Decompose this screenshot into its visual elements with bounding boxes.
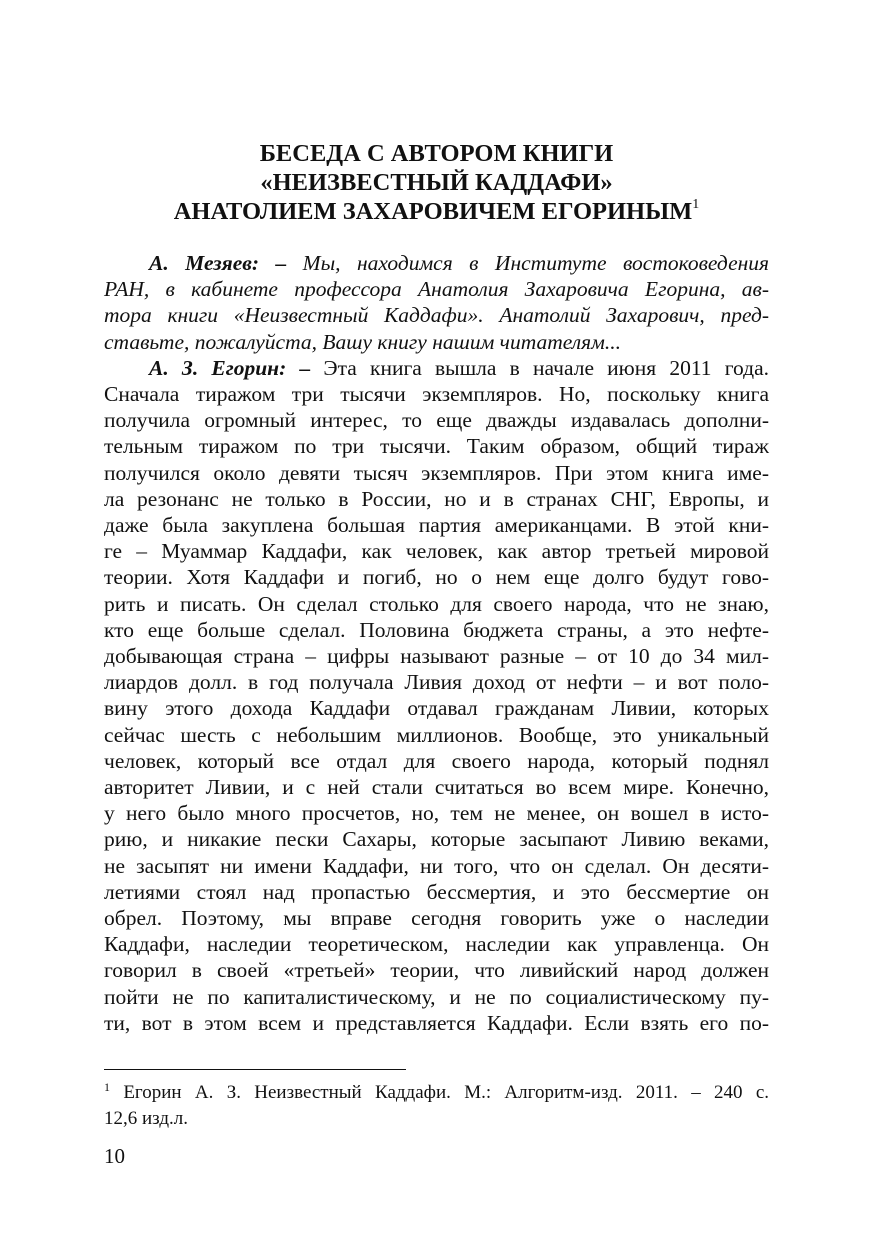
paragraph-2-line: ти, вот в этом всем и представляется Каддафи. Если взять его по-: [104, 1010, 769, 1035]
paragraph-2-line: А. З. Егорин: – Эта книга вышла в начале июня 2011 года.: [149, 355, 770, 380]
title-footnote-marker[interactable]: 1: [692, 197, 700, 212]
chapter-title: [104, 139, 769, 226]
paragraph-2-line: добывающая страна – цифры называют разные – от 10 до 34 мил-: [104, 644, 769, 669]
paragraph-2-line: вину этого дохода Каддафи отдавал гражданам Ливии, которых: [104, 696, 769, 721]
footnote-marker: 1: [104, 1080, 110, 1094]
paragraph-2-line: летиями стоял над пропастью бессмертия, и это бессмертие он: [104, 879, 769, 904]
footnote-line-1: $^1$ Егорин А. З. Неизвестный Каддафи. М.: Алгоритм-изд. 2011. – 240 с.: [104, 1080, 770, 1103]
paragraph-2-line: даже была закуплена большая партия американцами. В этой кни-: [104, 513, 769, 538]
paragraph-2-line: Сначала тиражом три тысячи экземпляров. Но, поскольку книга: [104, 382, 769, 407]
paragraph-2-line: не засыпят ни имени Каддафи, ни того, что он сделал. Он десяти-: [104, 853, 769, 878]
speaker-mezyaev: А. Мезяев: –: [149, 251, 287, 275]
paragraph-1-line: ставьте, пожалуйста, Вашу книгу нашим читателям...: [104, 329, 621, 354]
paragraph-2-line: получился около девяти тысяч экземпляров. При этом книга име-: [104, 460, 769, 485]
speaker-egorin: А. З. Егорин: –: [149, 355, 311, 380]
paragraph-2-line: получила огромный интерес, то еще дважды издавалась дополни-: [104, 408, 769, 433]
title-line-3: [104, 197, 769, 226]
footnote-line-2: 12,6 изд.л.: [104, 1108, 188, 1129]
paragraph-2-line: сейчас шесть с небольшим миллионов. Вообще, это уникальный: [104, 722, 769, 747]
paragraph-2-line: рию, и никакие пески Сахары, которые засыпают Ливию веками,: [104, 827, 769, 852]
paragraph-2-line: говорил в своей «третьей» теории, что ливийский народ должен: [104, 958, 769, 983]
paragraph-2-line: обрел. Поэтому, мы вправе сегодня говорить уже о наследии: [104, 906, 769, 931]
paragraph-2-line: авторитет Ливии, и с ней стали считаться во всем мире. Конечно,: [104, 775, 769, 800]
interview-text: [104, 250, 769, 1036]
footnote-divider: [104, 1069, 406, 1070]
paragraph-2-line: пойти не по капиталистическому, и не по социалистическому пу-: [104, 984, 769, 1009]
footnote: [104, 1080, 769, 1132]
paragraph-2-line: ла резонанс не только в России, но и в странах СНГ, Европы, и: [104, 486, 769, 511]
paragraph-2-line: лиардов долл. в год получала Ливия доход от нефти – и вот поло-: [104, 670, 769, 695]
title-line-2: «НЕИЗВЕСТНЫЙ КАДДАФИ»: [260, 169, 613, 196]
paragraph-1-line: тора книги «Неизвестный Каддафи». Анатолий Захарович, пред-: [104, 303, 769, 328]
paragraph-2-line: ге – Муаммар Каддафи, как человек, как автор третьей мировой: [104, 539, 769, 564]
paragraph-2-line: у него было много просчетов, но, тем не менее, он вошел в исто-: [104, 801, 769, 826]
paragraph-2-line: тельным тиражом по три тысячи. Таким образом, общий тираж: [104, 434, 769, 459]
title-line-1: БЕСЕДА С АВТОРОМ КНИГИ: [259, 140, 614, 167]
title-line-3-text: АНАТОЛИЕМ ЗАХАРОВИЧЕМ ЕГОРИНЫМ: [173, 198, 693, 225]
page-number: 10: [104, 1144, 125, 1168]
paragraph-1-line: РАН, в кабинете профессора Анатолия Захаровича Егорина, ав-: [104, 277, 769, 302]
paragraph-2-line: теории. Хотя Каддафи и погиб, но о нем еще долго будут гово-: [104, 565, 769, 590]
paragraph-2-line: кто еще больше сделал. Половина бюджета страны, а это нефте-: [104, 617, 769, 642]
paragraph-2-line: Каддафи, наследии теоретическом, наследии как управленца. Он: [104, 932, 769, 957]
paragraph-2-line: человек, который все отдал для своего народа, который поднял: [104, 748, 769, 773]
paragraph-1-line: А. Мезяев: – Мы, находимся в Институте востоковедения: [149, 251, 770, 275]
paragraph-2-line: рить и писать. Он сделал столько для своего народа, что не знаю,: [104, 591, 769, 616]
